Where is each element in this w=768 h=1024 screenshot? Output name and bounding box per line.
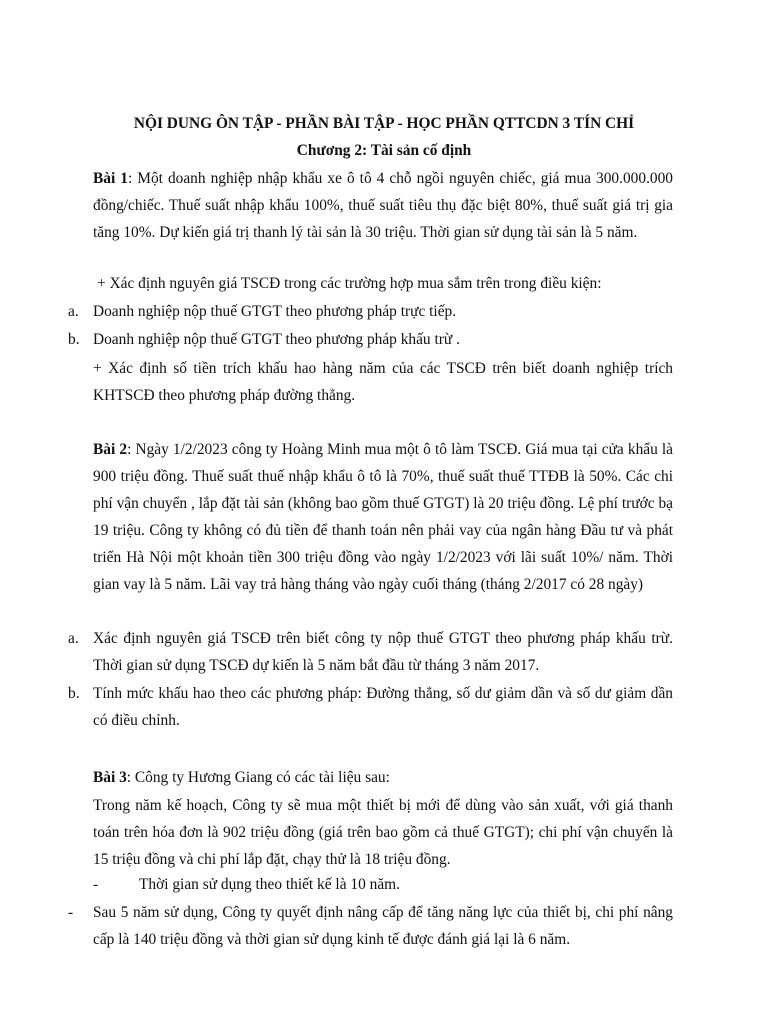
bai1-item-b-marker: b.: [68, 331, 80, 348]
bai1-requirement-1: + Xác định nguyên giá TSCĐ trong các trường hợp mua sắm trên trong điều kiện:: [97, 275, 602, 292]
bai3-text: : Công ty Hương Giang có các tài liệu sau:: [126, 769, 390, 786]
bai1-requirement-2: + Xác định số tiền trích khấu hao hàng năm của các TSCĐ trên biết doanh nghiệp trích KHTSCĐ theo phương pháp đường thẳng.: [93, 360, 673, 404]
bai3-paragraph: Trong năm kế hoạch, Công ty sẽ mua một thiết bị mới để dùng vào sản xuất, với giá thanh toán trên hóa đơn là 902 triệu đồng (giá trên bao gồm cả thuế GTGT); chi phí vận chuyển là 15 triệu đồng và chi phí lắp đặt, chạy thử là 18 triệu đồng.: [93, 797, 673, 868]
bai2-item-a-marker: a.: [68, 630, 79, 647]
bai1-item-b: Doanh nghiệp nộp thuế GTGT theo phương pháp khấu trừ .: [93, 331, 460, 348]
bai1-item-a-marker: a.: [68, 303, 79, 320]
bai3-label: Bài 3: [93, 769, 127, 786]
bai2-paragraph: [93, 436, 673, 598]
bai3-dash-1-marker: -: [93, 876, 99, 893]
bai2-item-b: Tính mức khấu hao theo các phương pháp: Đường thẳng, số dư giảm dần và số dư giảm dần có điều chỉnh.: [93, 685, 673, 729]
bai3-dash-2-marker: -: [68, 904, 74, 921]
bai2-text: : Ngày 1/2/2023 công ty Hoàng Minh mua một ô tô làm TSCĐ. Giá mua tại cửa khẩu là 900 triệu đồng. Thuế suất thuế nhập khẩu ô tô là 70%, thuế suất thuế TTĐB là 50%. Các chi phí vận chuyển , lắp đặt tài sản (không bao gồm thuế GTGT) là 20 triệu đồng. Lệ phí trước bạ 19 triệu. Công ty không có đủ tiền để thanh toán nên phải vay của ngân hàng Đầu tư và phát triển Hà Nội một khoản tiền 300 triệu đồng vào ngày 1/2/2023 với lãi suất 10%/ năm. Thời gian vay là 5 năm. Lãi vay trả hàng tháng vào ngày cuối tháng (tháng 2/2017 có 28 ngày): [93, 441, 674, 593]
chapter-title: Chương 2: Tài sản cố định: [296, 142, 472, 159]
document-title: NỘI DUNG ÔN TẬP - PHẦN BÀI TẬP - HỌC PHẦN QTTCDN 3 TÍN CHỈ: [133, 115, 635, 132]
bai2-item-a: Xác định nguyên giá TSCĐ trên biết công ty nộp thuế GTGT theo phương pháp khấu trừ. Thời gian sử dụng TSCĐ dự kiến là 5 năm bắt đầu từ tháng 3 năm 2017.: [93, 630, 673, 674]
bai3-dash-2: Sau 5 năm sử dụng, Công ty quyết định nâng cấp để tăng năng lực của thiết bị, chi phí nâng cấp là 140 triệu đồng và thời gian sử dụng kinh tế được đánh giá lại là 6 năm.: [93, 904, 673, 948]
bai3-dash-1: Thời gian sử dụng theo thiết kế là 10 năm.: [139, 876, 400, 893]
bai1-paragraph: [93, 165, 673, 246]
bai2-item-b-marker: b.: [68, 685, 80, 702]
bai3-intro: [93, 764, 673, 791]
bai2-label: Bài 2: [93, 441, 128, 458]
bai1-text: : Một doanh nghiệp nhập khẩu xe ô tô 4 chỗ ngồi nguyên chiếc, giá mua 300.000.000 đồng/chiếc. Thuế suất nhập khẩu 100%, thuế suất tiêu thụ đặc biệt 80%, thuế suất giá trị gia tăng 10%. Dự kiến giá trị thanh lý tài sản là 30 triệu. Thời gian sử dụng tài sản là 5 năm.: [93, 170, 673, 241]
bai1-label: Bài 1: [93, 170, 128, 187]
bai1-item-a: Doanh nghiệp nộp thuế GTGT theo phương pháp trực tiếp.: [93, 303, 457, 320]
